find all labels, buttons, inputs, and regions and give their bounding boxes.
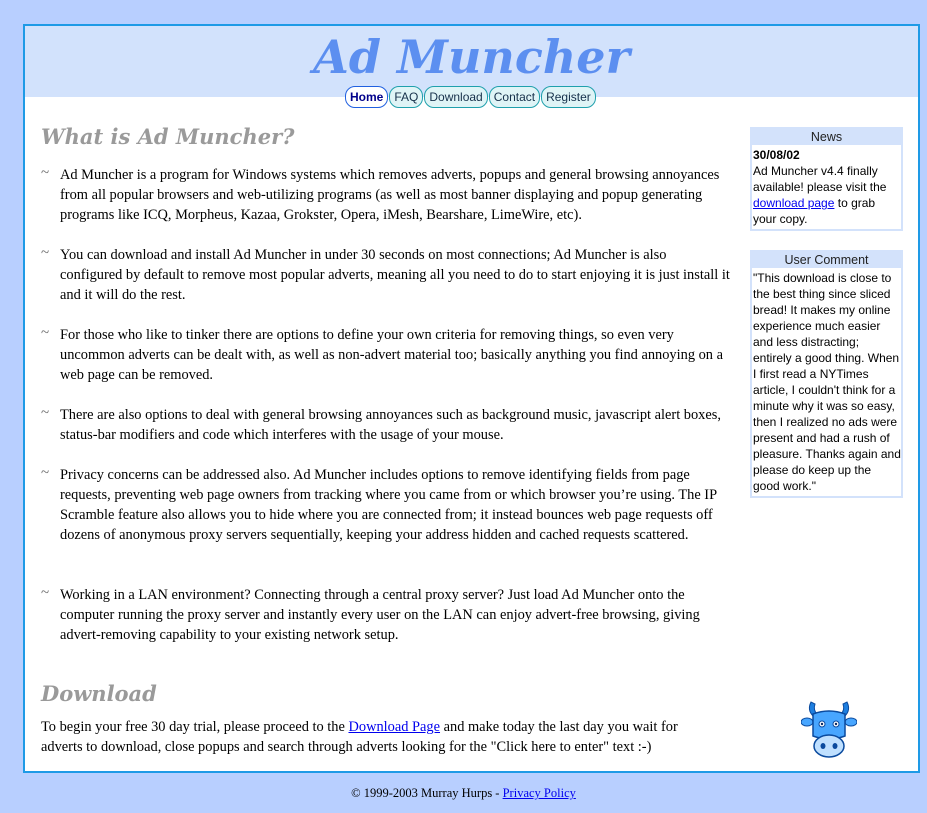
comment-text: "This download is close to the best thing since sliced bread! It makes my online experience much easier and less distracting; entirely a good thing. When I first read a NYTimes article, I couldn't think for a minute why it was so easy, then I realized no ads were present and had a rush of pleasure. Thanks again and please do keep up the good work." (753, 271, 901, 493)
nav-contact-button[interactable]: Contact (489, 86, 540, 108)
paragraph-text: Working in a LAN environment? Connecting through a central proxy server? Just load Ad Muncher onto the computer running the proxy server and instantly every user on the LAN can enjoy advert-free browsing, giving advert-removing capability to your existing network setup. (60, 587, 700, 643)
bullet-tilde: ~ (41, 465, 50, 481)
privacy-policy-link[interactable]: Privacy Policy (502, 786, 576, 800)
news-download-link[interactable]: download page (753, 196, 835, 210)
bullet-tilde: ~ (41, 405, 50, 421)
paragraph (41, 325, 731, 385)
bullet-tilde: ~ (41, 325, 50, 341)
news-box (750, 127, 903, 231)
bullet-tilde: ~ (41, 245, 50, 261)
page-frame (23, 24, 920, 773)
paragraph (41, 245, 731, 305)
paragraph (41, 165, 731, 225)
paragraph (41, 465, 731, 545)
download-page-link[interactable]: Download Page (348, 719, 441, 735)
bullet-tilde: ~ (41, 585, 50, 601)
nav-register-button[interactable]: Register (541, 86, 596, 108)
footer (0, 786, 927, 801)
news-date: 30/08/02 (753, 148, 800, 162)
nav-bar (345, 86, 596, 108)
news-title: News (752, 129, 901, 145)
download-text-after: and make today the last day you wait for adverts to download, close popups and search through adverts looking for the "Click here to enter" text :-) (41, 719, 678, 755)
news-text-after: to grab your copy. (753, 196, 876, 226)
download-paragraph (41, 717, 721, 757)
cow-mascot-icon (801, 696, 857, 760)
copyright-text: © 1999-2003 Murray Hurps - (351, 786, 503, 800)
paragraph-text: You can download and install Ad Muncher in under 30 seconds on most connections; Ad Muncher is also configured by default to remove most popular adverts, meaning all you need to do to start enjoying it is just install it and it will do the rest. (60, 247, 730, 303)
comment-title: User Comment (752, 252, 901, 268)
nav-download-button[interactable]: Download (424, 86, 487, 108)
download-text-before: To begin your free 30 day trial, please proceed to the (41, 719, 349, 735)
bullet-tilde: ~ (41, 165, 50, 181)
paragraph (41, 585, 731, 645)
what-is-heading: What is Ad Muncher? (41, 124, 295, 149)
nav-home-button[interactable]: Home (345, 86, 388, 108)
download-heading: Download (41, 681, 157, 706)
paragraph-text: There are also options to deal with general browsing annoyances such as background music, javascript alert boxes, status-bar modifiers and code which interferes with the usage of your mouse. (60, 407, 721, 443)
paragraph (41, 405, 731, 445)
user-comment-box (750, 250, 903, 498)
paragraph-text: For those who like to tinker there are options to define your own criteria for removing things, so even very uncommon adverts can be dealt with, as well as non-advert material too; basically anything you find annoying on a web page can be removed. (60, 327, 723, 383)
paragraph-text: Ad Muncher is a program for Windows systems which removes adverts, popups and general browsing annoyances from all popular browsers and web-utilizing programs (as well as most banner displaying and popup generating programs like ICQ, Morpheus, Kazaa, Grokster, Opera, iMesh, Bearshare, LimeWire, etc). (60, 167, 720, 223)
news-text-before: Ad Muncher v4.4 finally available! please visit the (753, 164, 887, 194)
site-logo[interactable]: Ad Muncher (313, 30, 630, 84)
paragraph-text: Privacy concerns can be addressed also. Ad Muncher includes options to remove identifying fields from page requests, preventing web page owners from tracking where you came from or which browser you’re using. The IP Scramble feature also allows you to hide where you are connected from; it instead bounces web page requests off dozens of anonymous proxy servers sequentially, keeping your address hidden and cached requests scattered. (60, 467, 717, 543)
nav-faq-button[interactable]: FAQ (389, 86, 423, 108)
